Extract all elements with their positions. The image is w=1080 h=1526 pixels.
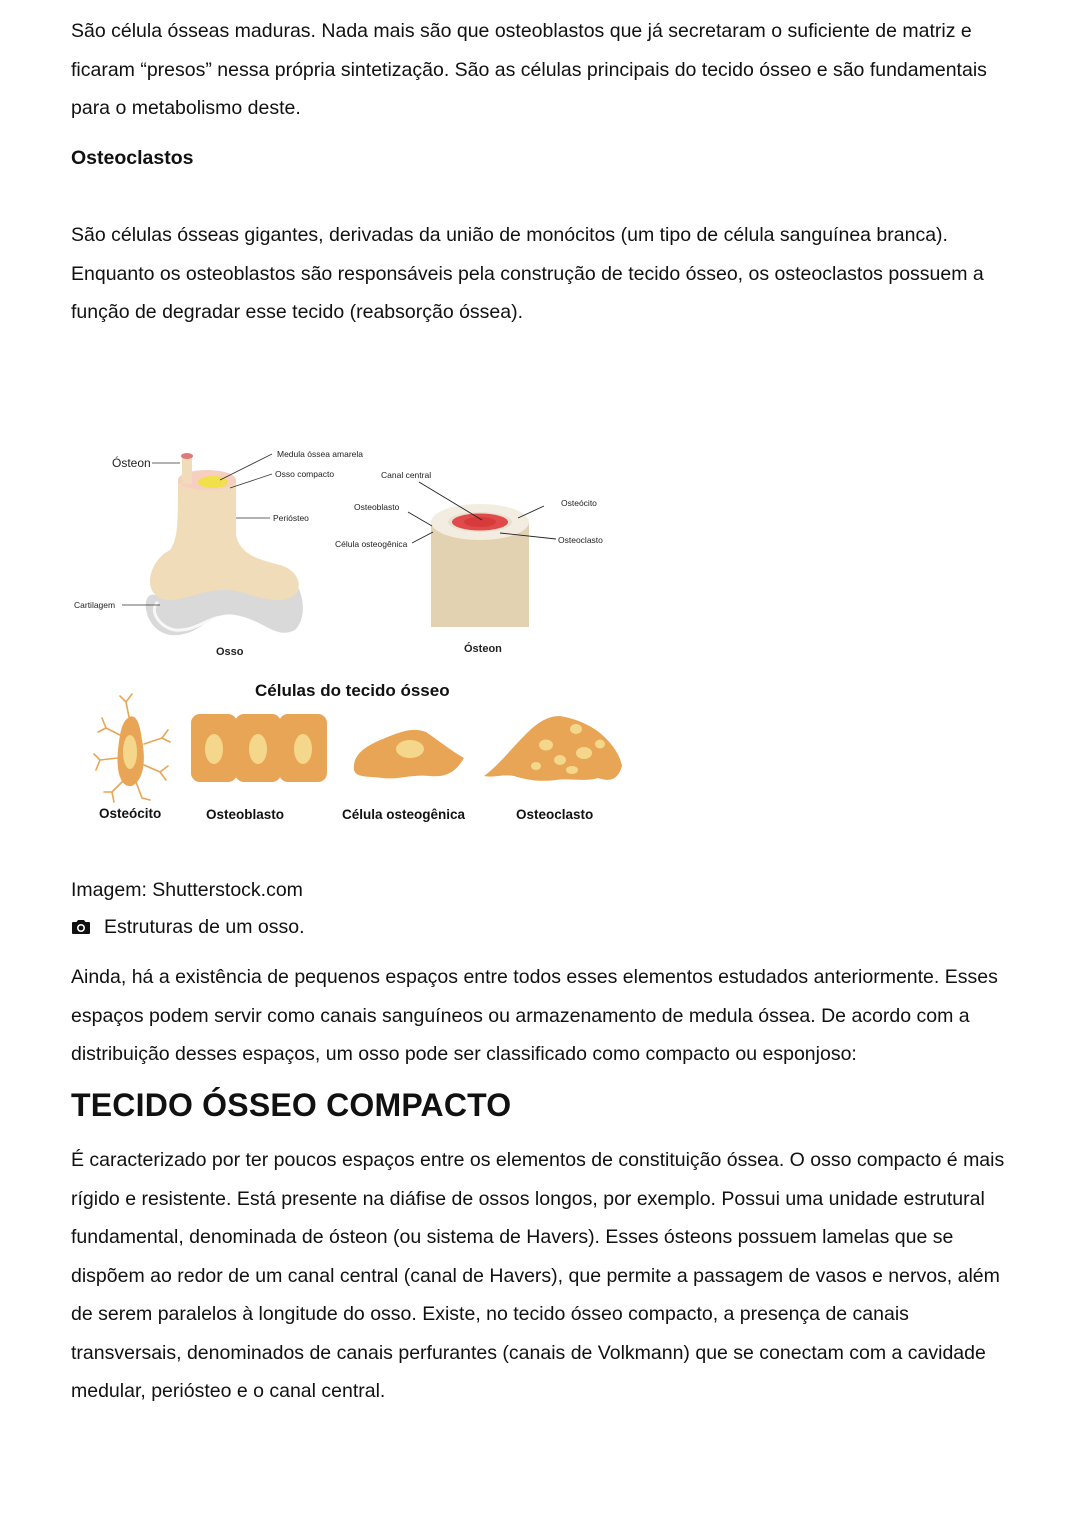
label-osteoblast-osteon: Osteoblasto xyxy=(354,502,400,512)
caption-osteon: Ósteon xyxy=(464,643,502,655)
section-heading-compact-bone: TECIDO ÓSSEO COMPACTO xyxy=(71,1087,512,1123)
label-osteocyte-osteon: Osteócito xyxy=(561,498,597,508)
label-cartilage: Cartilagem xyxy=(74,600,116,610)
image-caption xyxy=(71,914,305,940)
label-compact-bone: Osso compacto xyxy=(275,469,335,479)
label-osteogenic-cell-osteon: Célula osteogênica xyxy=(335,539,408,549)
osteoclast-cell xyxy=(484,716,622,781)
cell-label-osteoclast: Osteoclasto xyxy=(516,807,594,822)
cell-label-osteocyte: Osteócito xyxy=(99,806,162,821)
osteon-illustration xyxy=(431,504,529,627)
osteoblast-cells xyxy=(191,714,327,782)
image-caption-text: Estruturas de um osso. xyxy=(104,916,305,938)
osteocyte-cell xyxy=(94,694,170,802)
cell-label-osteogenic: Célula osteogênica xyxy=(342,807,466,822)
cells-title: Células do tecido ósseo xyxy=(255,681,450,700)
label-yellow-marrow: Medula óssea amarela xyxy=(277,449,363,459)
osteogenic-cell xyxy=(354,730,464,778)
bone-structure-figure xyxy=(70,440,630,840)
label-osteon-bone: Ósteon xyxy=(112,456,151,470)
image-source xyxy=(71,877,303,903)
paragraph-osteoclastos: São células ósseas gigantes, derivadas da união de monócitos (um tipo de célula sanguínea branca). Enquanto os osteoblastos são responsáveis pela construção de tecido ósseo, os osteoclastos possuem a função de degradar esse tecido (reabsorção óssea). xyxy=(71,224,984,323)
subheading-osteoclastos: Osteoclastos xyxy=(71,147,194,169)
label-periosteum: Periósteo xyxy=(273,513,309,523)
label-osteoclast-osteon: Osteoclasto xyxy=(558,535,603,545)
cell-label-osteoblast: Osteoblasto xyxy=(206,807,285,822)
image-source-text: Imagem: Shutterstock.com xyxy=(71,879,303,901)
paragraph-compact-bone: É caracterizado por ter poucos espaços entre os elementos de constituição óssea. O osso compacto é mais rígido e resistente. Está presente na diáfise de ossos longos, por exemplo. Possui uma unidade estrutural fundamental, denominada de ósteon (ou sistema de Havers). Esses ósteons possuem lamelas que se dispõem ao redor de um canal central (canal de Havers), que permite a passagem de vasos e nervos, além de serem paralelos à longitude do osso. Existe, no tecido ósseo compacto, a presença de canais transversais, denominados de canais perfurantes (canais de Volkmann) que se conectam com a cavidade medular, periósteo e o canal central. xyxy=(71,1149,1005,1402)
caption-bone: Osso xyxy=(216,646,244,658)
paragraph-espacos: Ainda, há a existência de pequenos espaços entre todos esses elementos estudados anteriormente. Esses espaços podem servir como canais sanguíneos ou armazenamento de medula óssea. De acordo com a distribuição desses espaços, um osso pode ser classificado como compacto ou esponjoso: xyxy=(71,966,998,1065)
paragraph-osteocitos: São célula ósseas maduras. Nada mais são que osteoblastos que já secretaram o suficiente de matriz e ficaram “presos” nessa própria sintetização. São as células principais do tecido ósseo e são fundamentais para o metabolismo deste. xyxy=(71,20,987,119)
camera-icon xyxy=(71,919,91,935)
label-central-canal: Canal central xyxy=(381,470,432,480)
bone-illustration xyxy=(146,453,303,635)
